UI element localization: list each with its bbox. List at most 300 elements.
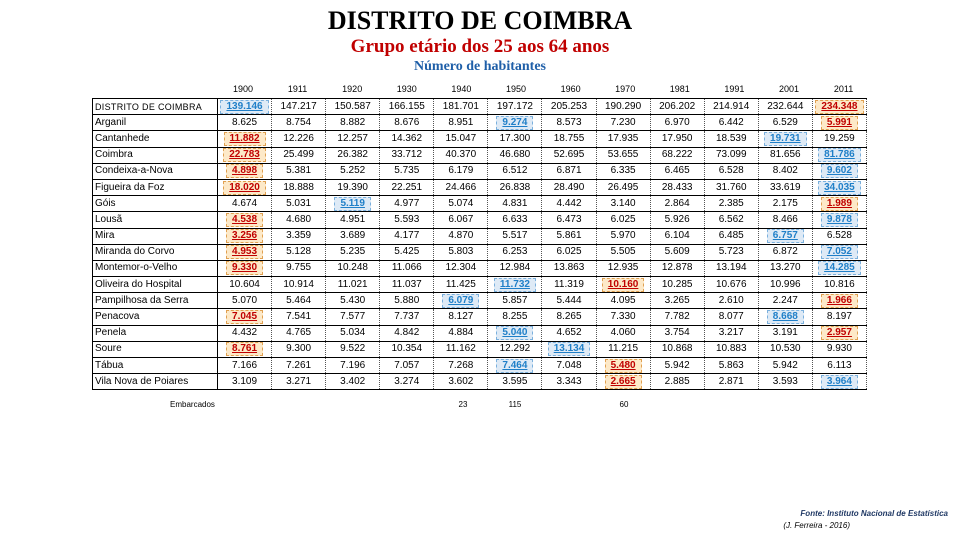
value-cell <box>488 163 542 179</box>
cell-value: 8.402 <box>772 165 798 177</box>
cell-value: 5.074 <box>448 197 474 209</box>
cell-value: 13.863 <box>553 262 585 274</box>
municipality-name: Miranda do Corvo <box>93 244 218 260</box>
cell-value: 6.179 <box>448 165 474 177</box>
value-cell <box>326 244 380 260</box>
value-cell <box>542 358 596 374</box>
value-cell <box>758 309 812 325</box>
cell-value: 8.754 <box>286 116 312 128</box>
value-cell <box>758 228 812 244</box>
cell-value: 3.602 <box>448 375 474 387</box>
value-cell <box>380 277 434 293</box>
cell-value: 4.652 <box>556 327 582 339</box>
value-cell <box>812 277 866 293</box>
value-cell <box>596 325 650 341</box>
value-cell <box>650 358 704 374</box>
embarcados-1970: 60 <box>619 400 629 409</box>
cell-value: 4.432 <box>232 327 258 339</box>
value-cell <box>812 131 866 147</box>
value-cell <box>218 374 272 390</box>
cell-value: 5.861 <box>556 230 582 242</box>
value-cell <box>488 277 542 293</box>
table-row <box>93 179 867 195</box>
min-value-highlight: 139.146 <box>220 100 268 114</box>
value-cell <box>272 228 326 244</box>
municipality-name: Penacova <box>93 309 218 325</box>
cell-value: 3.593 <box>772 375 798 387</box>
value-cell <box>650 309 704 325</box>
value-cell <box>650 115 704 131</box>
value-cell <box>218 358 272 374</box>
cell-value: 5.863 <box>718 359 744 371</box>
cell-value: 147.217 <box>280 100 317 112</box>
value-cell <box>596 277 650 293</box>
value-cell <box>542 277 596 293</box>
cell-value: 13.270 <box>770 262 801 274</box>
value-cell <box>380 325 434 341</box>
cell-value: 10.868 <box>661 343 693 355</box>
min-value-highlight: 6.079 <box>442 294 479 308</box>
min-value-highlight: 6.757 <box>767 229 804 243</box>
value-cell <box>434 147 488 163</box>
value-cell <box>596 358 650 374</box>
value-cell <box>218 325 272 341</box>
value-cell <box>812 228 866 244</box>
cell-value: 5.252 <box>340 165 366 177</box>
value-cell <box>218 163 272 179</box>
year-header-1970: 1970 <box>615 84 636 94</box>
max-value-highlight: 22.783 <box>223 148 266 162</box>
cell-value: 5.034 <box>340 327 366 339</box>
value-cell <box>704 179 758 195</box>
cell-value: 40.370 <box>445 149 477 161</box>
value-cell <box>434 196 488 212</box>
value-cell <box>812 341 866 357</box>
cell-value: 5.942 <box>772 359 798 371</box>
value-cell <box>542 147 596 163</box>
value-cell <box>326 196 380 212</box>
value-cell <box>704 99 758 115</box>
cell-value: 11.021 <box>337 278 368 290</box>
value-cell <box>650 341 704 357</box>
embarcados-1940: 23 <box>458 400 468 409</box>
table-row <box>93 147 867 163</box>
cell-value: 10.914 <box>283 278 314 290</box>
value-cell <box>272 131 326 147</box>
value-cell <box>704 358 758 374</box>
cell-value: 8.951 <box>448 116 474 128</box>
table-row <box>93 244 867 260</box>
cell-value: 3.140 <box>610 197 636 209</box>
cell-value: 190.290 <box>605 100 642 112</box>
cell-value: 18.539 <box>715 132 747 144</box>
max-value-highlight: 8.761 <box>226 342 263 356</box>
table-row <box>93 374 867 390</box>
value-cell <box>596 99 650 115</box>
min-value-highlight: 9.878 <box>821 213 858 227</box>
value-cell <box>434 163 488 179</box>
value-cell <box>380 179 434 195</box>
cell-value: 14.362 <box>391 132 423 144</box>
cell-value: 5.235 <box>340 246 366 258</box>
year-header-1991: 1991 <box>724 84 745 94</box>
cell-value: 150.587 <box>334 100 371 112</box>
min-value-highlight: 9.602 <box>821 164 858 178</box>
value-cell <box>272 358 326 374</box>
cell-value: 4.951 <box>340 213 366 225</box>
cell-value: 17.950 <box>661 132 693 144</box>
value-cell <box>596 260 650 276</box>
table-row <box>93 358 867 374</box>
municipality-name: Oliveira do Hospital <box>93 277 218 293</box>
cell-value: 33.619 <box>770 181 801 193</box>
cell-value: 3.265 <box>664 294 690 306</box>
max-value-highlight: 2.957 <box>821 326 858 340</box>
max-value-highlight: 234.348 <box>815 100 863 114</box>
embarcados-label: Embarcados <box>170 400 215 409</box>
value-cell <box>326 179 380 195</box>
cell-value: 18.888 <box>283 181 314 193</box>
value-cell <box>326 358 380 374</box>
cell-value: 4.177 <box>394 230 420 242</box>
cell-value: 5.803 <box>448 246 474 258</box>
cell-value: 4.884 <box>448 327 474 339</box>
cell-value: 3.191 <box>772 327 798 339</box>
cell-value: 12.878 <box>661 262 693 274</box>
cell-value: 3.343 <box>556 375 582 387</box>
cell-value: 7.166 <box>232 359 258 371</box>
municipality-name: Condeixa-a-Nova <box>93 163 218 179</box>
value-cell <box>650 147 704 163</box>
cell-value: 3.274 <box>394 375 420 387</box>
value-cell <box>596 309 650 325</box>
source-note: Fonte: Instituto Nacional de Estatística <box>800 509 948 518</box>
cell-value: 2.864 <box>664 197 690 209</box>
page-subtitle: Grupo etário dos 25 aos 64 anos <box>350 36 610 57</box>
municipality-name: DISTRITO DE COIMBRA <box>93 99 218 115</box>
min-value-highlight: 13.134 <box>548 342 591 356</box>
cell-value: 3.689 <box>340 230 366 242</box>
cell-value: 2.610 <box>718 294 744 306</box>
value-cell <box>704 260 758 276</box>
cell-value: 26.838 <box>499 181 531 193</box>
cell-value: 3.271 <box>286 375 312 387</box>
max-value-highlight: 4.538 <box>226 213 263 227</box>
table-row <box>93 309 867 325</box>
value-cell <box>542 244 596 260</box>
page-subtitle-units: Número de habitantes <box>414 59 546 74</box>
cell-value: 18.755 <box>553 132 585 144</box>
value-cell <box>596 374 650 390</box>
value-cell <box>650 212 704 228</box>
cell-value: 10.996 <box>770 278 801 290</box>
value-cell <box>488 341 542 357</box>
year-header-2011: 2011 <box>833 84 854 94</box>
value-cell <box>272 277 326 293</box>
year-header-1940: 1940 <box>451 84 472 94</box>
cell-value: 19.259 <box>824 132 855 144</box>
value-cell <box>650 244 704 260</box>
value-cell <box>488 147 542 163</box>
cell-value: 7.737 <box>394 311 420 323</box>
max-value-highlight: 11.882 <box>224 132 266 146</box>
value-cell <box>272 260 326 276</box>
value-cell <box>272 115 326 131</box>
value-cell <box>812 212 866 228</box>
value-cell <box>326 212 380 228</box>
population-table <box>92 98 867 390</box>
value-cell <box>380 358 434 374</box>
min-value-highlight: 19.731 <box>764 132 807 146</box>
value-cell <box>434 277 488 293</box>
min-value-highlight: 5.119 <box>334 197 370 211</box>
cell-value: 4.680 <box>286 213 312 225</box>
table-row <box>93 228 867 244</box>
value-cell <box>218 212 272 228</box>
value-cell <box>542 341 596 357</box>
value-cell <box>542 179 596 195</box>
value-cell <box>596 196 650 212</box>
value-cell <box>542 131 596 147</box>
cell-value: 6.485 <box>718 230 744 242</box>
cell-value: 11.037 <box>391 278 422 290</box>
value-cell <box>380 131 434 147</box>
value-cell <box>704 212 758 228</box>
max-value-highlight: 4.898 <box>226 164 263 178</box>
value-cell <box>650 99 704 115</box>
cell-value: 10.530 <box>770 343 801 355</box>
min-value-highlight: 7.052 <box>821 245 858 259</box>
cell-value: 3.109 <box>232 375 258 387</box>
cell-value: 73.099 <box>715 149 747 161</box>
value-cell <box>596 228 650 244</box>
cell-value: 2.871 <box>718 375 744 387</box>
page-title: DISTRITO DE COIMBRA <box>327 6 633 35</box>
cell-value: 7.057 <box>394 359 420 371</box>
value-cell <box>812 358 866 374</box>
value-cell <box>704 115 758 131</box>
value-cell <box>758 163 812 179</box>
cell-value: 2.885 <box>664 375 690 387</box>
value-cell <box>218 147 272 163</box>
cell-value: 8.077 <box>718 311 744 323</box>
cell-value: 28.433 <box>661 181 693 193</box>
min-value-highlight: 81.786 <box>818 148 861 162</box>
max-value-highlight: 5.991 <box>821 116 858 130</box>
year-header-1920: 1920 <box>342 84 363 94</box>
value-cell <box>758 341 812 357</box>
value-cell <box>488 179 542 195</box>
cell-value: 5.723 <box>718 246 744 258</box>
value-cell <box>488 228 542 244</box>
value-cell <box>812 374 866 390</box>
cell-value: 3.402 <box>340 375 366 387</box>
value-cell <box>218 131 272 147</box>
cell-value: 232.644 <box>767 100 804 112</box>
cell-value: 5.735 <box>394 165 420 177</box>
cell-value: 6.872 <box>772 246 798 258</box>
value-cell <box>596 163 650 179</box>
min-value-highlight: 7.464 <box>496 359 533 373</box>
value-cell <box>542 196 596 212</box>
value-cell <box>218 293 272 309</box>
value-cell <box>596 244 650 260</box>
value-cell <box>380 341 434 357</box>
cell-value: 9.930 <box>826 343 852 355</box>
max-value-highlight: 10.160 <box>602 278 645 292</box>
value-cell <box>704 277 758 293</box>
cell-value: 26.382 <box>337 149 368 161</box>
cell-value: 5.926 <box>664 213 690 225</box>
cell-value: 7.782 <box>664 311 690 323</box>
cell-value: 10.883 <box>715 343 747 355</box>
table-row <box>93 341 867 357</box>
year-header-1960: 1960 <box>560 84 581 94</box>
value-cell <box>326 260 380 276</box>
value-cell <box>704 325 758 341</box>
value-cell <box>488 196 542 212</box>
value-cell <box>380 212 434 228</box>
value-cell <box>650 374 704 390</box>
cell-value: 6.529 <box>772 116 798 128</box>
cell-value: 24.466 <box>445 181 477 193</box>
value-cell <box>542 228 596 244</box>
cell-value: 6.633 <box>502 213 528 225</box>
value-cell <box>218 228 272 244</box>
value-cell <box>380 147 434 163</box>
author-note: (J. Ferreira - 2016) <box>783 521 850 530</box>
cell-value: 7.330 <box>610 311 636 323</box>
value-cell <box>812 325 866 341</box>
cell-value: 11.162 <box>445 343 476 355</box>
value-cell <box>488 244 542 260</box>
value-cell <box>434 99 488 115</box>
cell-value: 46.680 <box>499 149 531 161</box>
cell-value: 11.319 <box>554 278 584 290</box>
max-value-highlight: 5.480 <box>605 359 642 373</box>
value-cell <box>542 115 596 131</box>
cell-value: 6.528 <box>826 230 852 242</box>
cell-value: 3.217 <box>718 327 744 339</box>
value-cell <box>758 99 812 115</box>
value-cell <box>272 309 326 325</box>
value-cell <box>380 309 434 325</box>
value-cell <box>812 99 866 115</box>
cell-value: 197.172 <box>496 100 533 112</box>
value-cell <box>326 131 380 147</box>
cell-value: 5.464 <box>286 294 312 306</box>
cell-value: 4.442 <box>556 197 582 209</box>
cell-value: 31.760 <box>715 181 747 193</box>
cell-value: 10.676 <box>715 278 747 290</box>
cell-value: 6.871 <box>556 165 582 177</box>
value-cell <box>488 99 542 115</box>
value-cell <box>704 163 758 179</box>
min-value-highlight: 8.668 <box>767 310 804 324</box>
value-cell <box>488 212 542 228</box>
table-row <box>93 277 867 293</box>
value-cell <box>596 147 650 163</box>
cell-value: 5.880 <box>394 294 420 306</box>
cell-value: 5.430 <box>340 294 366 306</box>
value-cell <box>380 115 434 131</box>
value-cell <box>758 374 812 390</box>
cell-value: 6.465 <box>664 165 690 177</box>
table-row <box>93 163 867 179</box>
cell-value: 6.253 <box>502 246 528 258</box>
value-cell <box>326 277 380 293</box>
value-cell <box>380 374 434 390</box>
value-cell <box>488 325 542 341</box>
value-cell <box>488 358 542 374</box>
municipality-name: Góis <box>93 196 218 212</box>
municipality-name: Cantanhede <box>93 131 218 147</box>
value-cell <box>218 244 272 260</box>
value-cell <box>704 293 758 309</box>
cell-value: 12.257 <box>337 132 368 144</box>
value-cell <box>596 212 650 228</box>
cell-value: 7.261 <box>286 359 312 371</box>
value-cell <box>758 147 812 163</box>
value-cell <box>326 341 380 357</box>
value-cell <box>812 260 866 276</box>
value-cell <box>650 163 704 179</box>
table-row <box>93 131 867 147</box>
municipality-name: Pampilhosa da Serra <box>93 293 218 309</box>
cell-value: 5.425 <box>394 246 420 258</box>
value-cell <box>704 147 758 163</box>
value-cell <box>380 293 434 309</box>
year-header-row <box>92 84 867 98</box>
value-cell <box>704 341 758 357</box>
value-cell <box>218 196 272 212</box>
cell-value: 12.935 <box>607 262 639 274</box>
value-cell <box>650 325 704 341</box>
value-cell <box>812 147 866 163</box>
cell-value: 4.831 <box>502 197 528 209</box>
cell-value: 181.701 <box>442 100 479 112</box>
cell-value: 5.517 <box>502 230 528 242</box>
value-cell <box>812 244 866 260</box>
min-value-highlight: 11.732 <box>494 278 536 292</box>
cell-value: 12.226 <box>283 132 314 144</box>
value-cell <box>272 341 326 357</box>
value-cell <box>542 99 596 115</box>
max-value-highlight: 1.989 <box>821 197 858 211</box>
municipality-name: Vila Nova de Poiares <box>93 374 218 390</box>
cell-value: 8.882 <box>340 116 366 128</box>
value-cell <box>434 358 488 374</box>
value-cell <box>704 244 758 260</box>
cell-value: 19.390 <box>337 181 368 193</box>
cell-value: 6.970 <box>664 116 690 128</box>
municipality-name: Figueira da Foz <box>93 179 218 195</box>
value-cell <box>434 212 488 228</box>
cell-value: 6.473 <box>556 213 582 225</box>
cell-value: 2.175 <box>772 197 798 209</box>
value-cell <box>812 196 866 212</box>
municipality-name: Coimbra <box>93 147 218 163</box>
cell-value: 17.300 <box>499 132 531 144</box>
cell-value: 4.870 <box>448 230 474 242</box>
value-cell <box>542 260 596 276</box>
value-cell <box>326 309 380 325</box>
value-cell <box>272 244 326 260</box>
municipality-name: Soure <box>93 341 218 357</box>
value-cell <box>488 374 542 390</box>
cell-value: 6.528 <box>718 165 744 177</box>
value-cell <box>812 293 866 309</box>
